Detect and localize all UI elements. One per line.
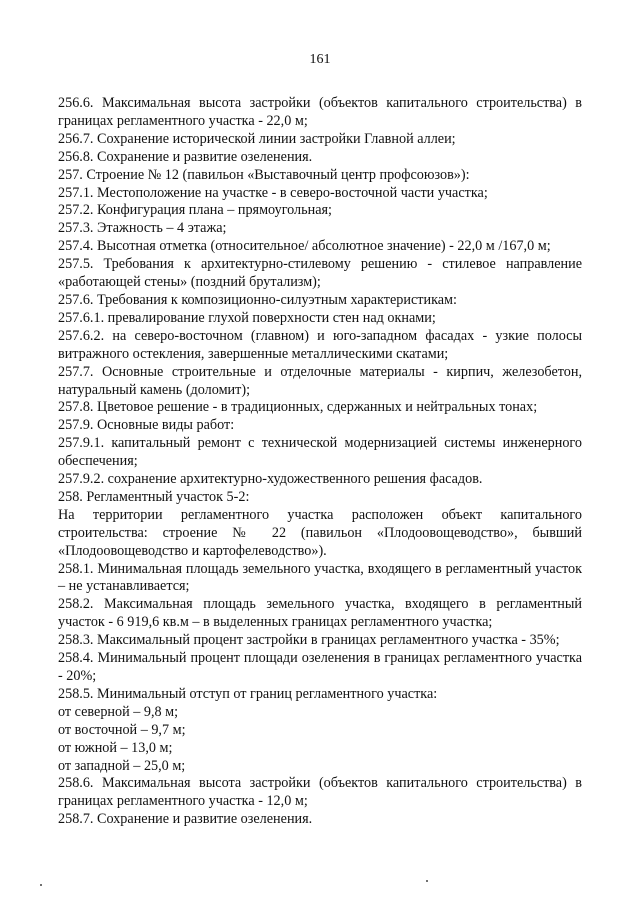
setback-west: от западной – 25,0 м; [58,757,186,774]
page-number: 161 [309,52,331,67]
scan-speck-left [40,884,42,886]
paragraph-257-9-2: 257.9.2. сохранение архитектурно-художественного решения фасадов. [58,471,483,488]
paragraph-256-8: 256.8. Сохранение и развитие озеленения. [58,148,313,165]
paragraph-257-8: 257.8. Цветовое решение - в традиционных, сдержанных и нейтральных тонах; [58,399,538,416]
paragraph-256-6: 256.6. Максимальная высота застройки (объектов капитального строительства) в границах регламентного участка - 22,0 м; [58,95,582,129]
paragraph-258-intro: На территории регламентного участка расположен объект капитального строительства: строение № 22 (павильон «Плодоовощеводство», бывший «Плодоовощеводство и картофелеводство»). [58,506,582,559]
paragraph-258-3: 258.3. Максимальный процент застройки в границах регламентного участка - 35%; [58,632,560,649]
paragraph-258-6: 258.6. Максимальная высота застройки (объектов капитального строительства) в границах регламентного участка - 12,0 м; [58,775,582,810]
document-body [58,95,582,829]
paragraph-258-1: 258.1. Минимальная площадь земельного участка, входящего в регламентный участок – не устанавливается; [58,560,582,595]
paragraph-257-2: 257.2. Конфигурация плана – прямоугольная; [58,202,332,219]
paragraph-257-7: 257.7. Основные строительные и отделочные материалы - кирпич, железобетон, натуральный камень (доломит); [58,363,582,398]
paragraph-257-9: 257.9. Основные виды работ: [58,417,235,434]
paragraph-257-6-1: 257.6.1. превалирование глухой поверхности стен над окнами; [58,309,436,326]
paragraph-257-9-1: 257.9.1. капитальный ремонт с технической модернизацией системы инженерного обеспечения; [58,435,582,470]
scan-speck-right [426,880,428,882]
paragraph-257-1: 257.1. Местоположение на участке - в северо-восточной части участка; [58,184,488,201]
paragraph-256-7: 256.7. Сохранение исторической линии застройки Главной аллеи; [58,130,456,147]
paragraph-258-4: 258.4. Минимальный процент площади озеленения в границах регламентного участка - 20%; [58,650,582,684]
paragraph-257-4: 257.4. Высотная отметка (относительное/ абсолютное значение) - 22,0 м /167,0 м; [58,238,551,255]
paragraph-257-6: 257.6. Требования к композиционно-силуэтным характеристикам: [58,291,457,308]
paragraph-257-5: 257.5. Требования к архитектурно-стилевому решению - стилевое направление «работающей стены» (поздний брутализм); [58,256,582,291]
paragraph-257-6-2: 257.6.2. на северо-восточном (главном) и юго-западном фасадах - узкие полосы витражного остекления, завершенные металлическими скатами; [58,327,582,362]
paragraph-257-3: 257.3. Этажность – 4 этажа; [58,220,227,237]
paragraph-257: 257. Строение № 12 (павильон «Выставочный центр профсоюзов»): [58,166,470,183]
paragraph-258-7: 258.7. Сохранение и развитие озеленения. [58,811,313,828]
setback-south: от южной – 13,0 м; [58,739,173,756]
paragraph-258: 258. Регламентный участок 5-2: [58,488,250,505]
setback-east: от восточной – 9,7 м; [58,721,186,738]
paragraph-258-5: 258.5. Минимальный отступ от границ регламентного участка: [58,685,438,702]
paragraph-258-2: 258.2. Максимальная площадь земельного участка, входящего в регламентный участок - 6 919,6 кв.м – в выделенных границах регламентного участка; [58,596,582,631]
setback-north: от северной – 9,8 м; [58,703,179,720]
